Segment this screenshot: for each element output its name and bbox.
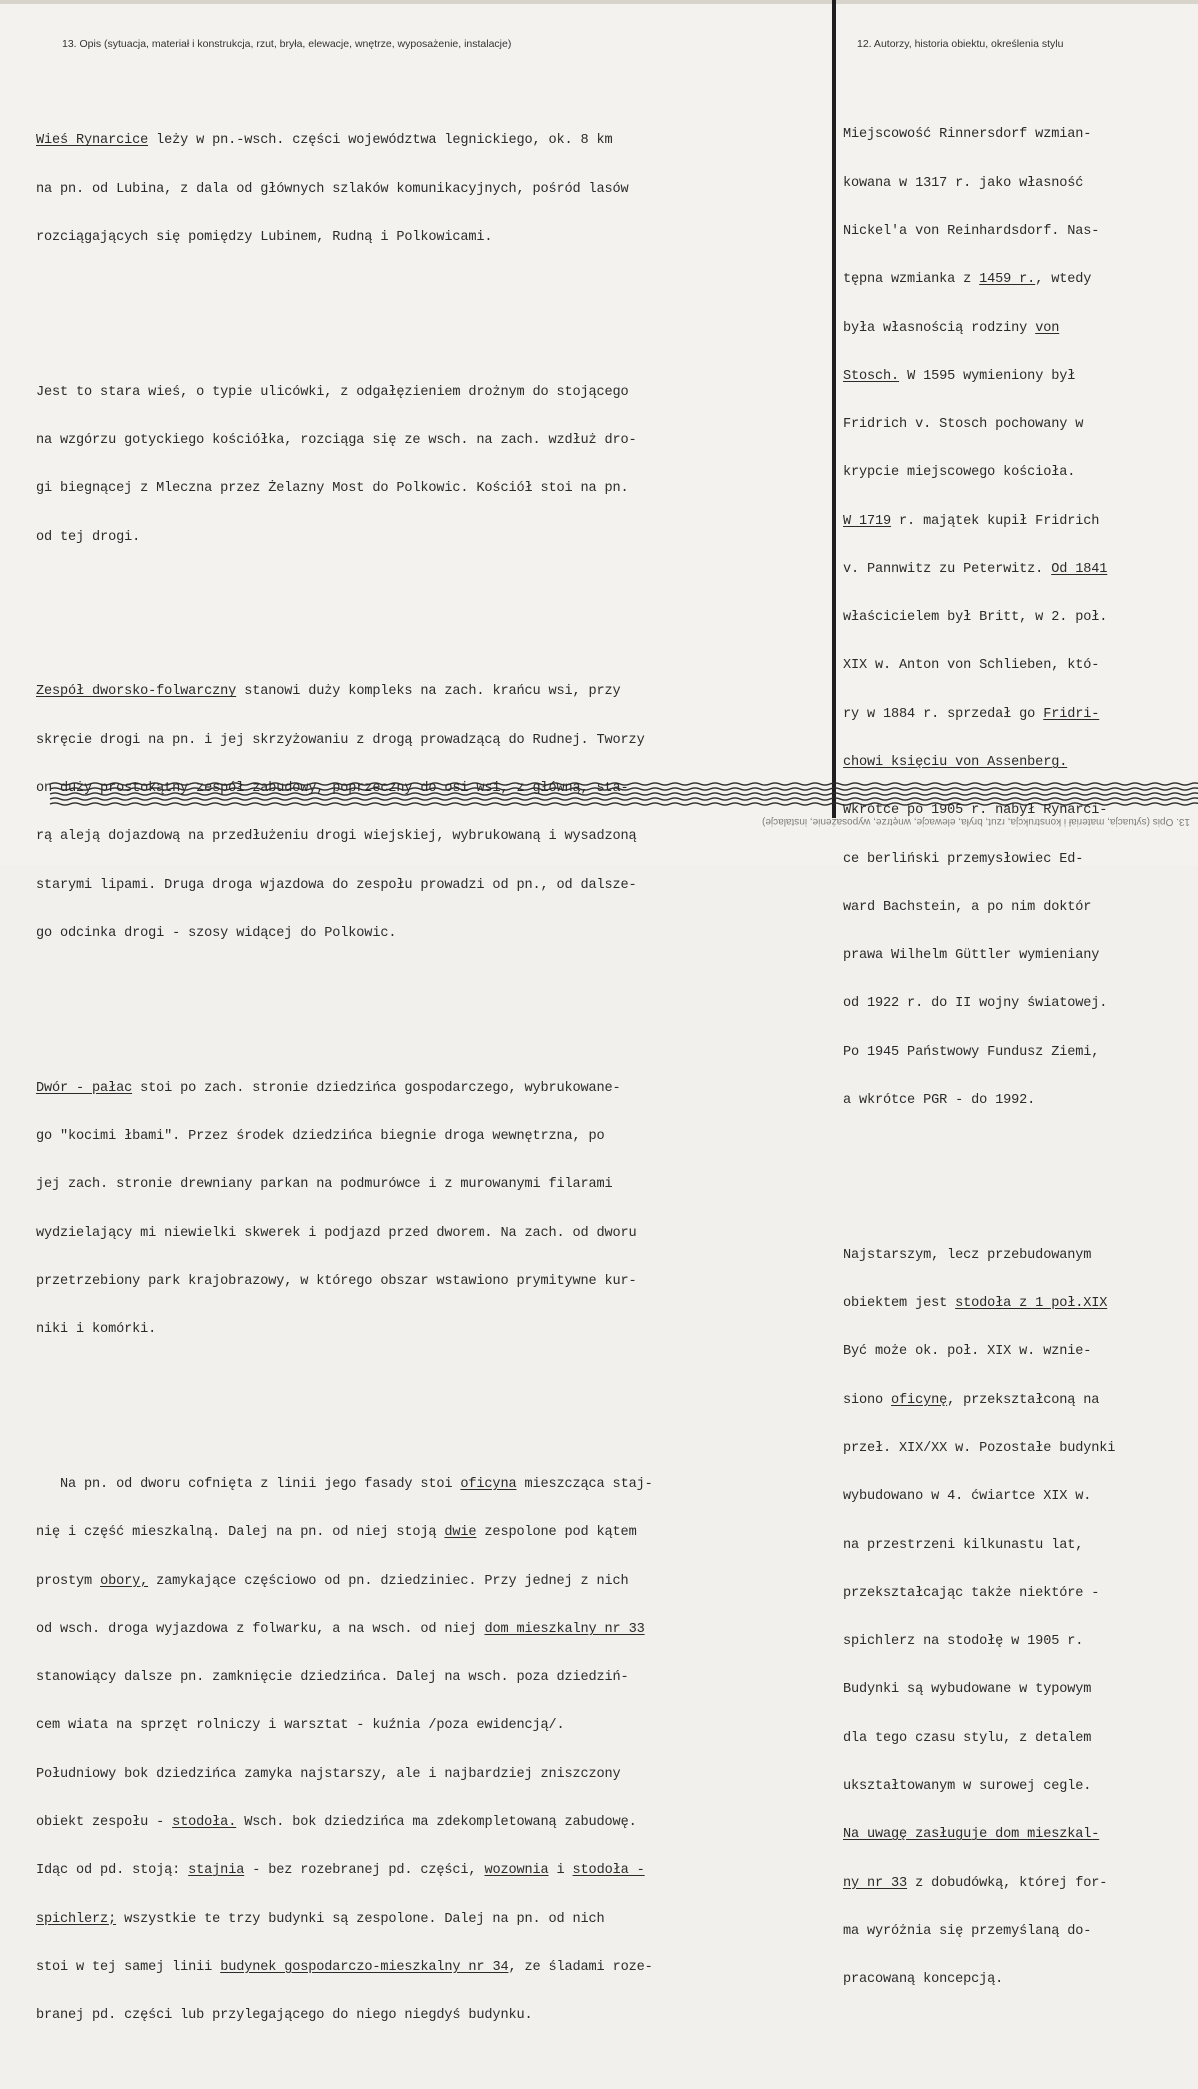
underlined-term: W 1719 (843, 513, 892, 529)
underlined-term: Wieś Rynarcice (36, 133, 149, 149)
paragraph-history: Miejscowość Rinnersdorf wzmian- kowana w 1317 r. jako własność Nickel'a von Reinhardsdorf. Nas- tępna wzmianka z 1459 r., wtedy była własnością rodziny von Stosch. W 1595 wymieniony był Fridrich v. Stosch pochowany w krypcie miejscowego kościoła. W 1719 r. majątek kupił Fridrich v. Pannwitz zu Peterwitz. Od 1841 właścicielem był Britt, w 2. poł. XIX w. Anton von Schlieben, któ- ry w 1884 r. sprzedał go Fridri- chowi księciu von Assenberg. Wkrótce po 1905 r. nabył Rynarci- ce berliński przemysłowiec Ed- ward Bachstein, a po nim doktór prawa Wilhelm Güttler wymieniany od 1922 r. do II wojny światowej. Po 1945 Państwowy Fundusz Ziemi, a wkrótce PGR - do 1992. (843, 127, 1108, 1108)
paragraph-manor-complex: Zespół dworsko-folwarczny stanowi duży kompleks na zach. krańcu wsi, przy skręcie drogi na pn. i jej skrzyżowaniu z drogą prowadzącą do Rudnej. Tworzy on duży prostokątny zespół zabudowy, poprzeczny do osi wsi, z główną, sta- rą aleją dojazdową na przedłużeniu drogi wiejskiej, wybrukowaną i wysadzoną starymi lipami. Druga droga wjazdowa do zespołu prowadzi od pn., od dalsze- go odcinka drogi - szosy widącej do Polkowic. (36, 684, 645, 941)
underlined-term: Fridri- (1043, 706, 1100, 722)
paragraph-manor-house: Dwór - pałac stoi po zach. stronie dziedzińca gospodarczego, wybrukowane- go "kocimi łbami". Przez środek dziedzińca biegnie droga wewnętrzna, po jej zach. stronie drewniany parkan na podmurówce i z murowanymi filarami wydzielający mi niewielki skwerek i podjazd przed dworem. Na zach. od dworu przetrzebiony park krajobrazowy, w którego obszar wstawiono prymitywne kur- niki i komórki. (36, 1080, 637, 1338)
underlined-term: spichlerz; (36, 1911, 117, 1927)
underlined-term: Zespół dworsko-folwarczny (36, 684, 237, 700)
underlined-term: Dwór - pałac (36, 1080, 133, 1096)
paragraph-outbuildings: Na pn. od dworu cofnięta z linii jego fasady stoi oficyna mieszcząca staj- nię i część mieszkalną. Dalej na pn. od niej stoją dwie zespolone pod kątem prostym obory, zamykające częściowo od pn. dziedziniec. Przy jednej z nich od wsch. droga wyjazdowa z folwarku, a na wsch. od niej dom mieszkalny nr 33 stanowiący dalsze pn. zamknięcie dziedzińca. Dalej na wsch. poza dziedziń- cem wiata na sprzęt rolniczy i warsztat - kuźnia /poza ewidencją/. Południowy bok dziedzińca zamyka najstarszy, ale i najbardziej zniszczony obiekt zespołu - stodoła. Wsch. bok dziedzińca ma zdekompletowaną zabudowę. Idąc od pd. stoją: stajnia - bez rozebranej pd. części, wozownia i stodoła - spichlerz; wszystkie te trzy budynki są zespolone. Dalej na pn. od nich stoi w tej samej linii budynek gospodarczo-mieszkalny nr 34, ze śladami roze- branej pd. części lub przylegającego do niego niegdyś budynku. (36, 1476, 653, 2024)
underlined-term: obory, (100, 1573, 149, 1589)
paragraph-village-type: Jest to stara wieś, o typie ulicówki, z odgałęzieniem drożnym do stojącego na wzgórzu gotyckiego kościółka, rozciąga się ze wsch. na zach. wzdłuż dro- gi biegnącej z Mleczna przez Żelazny Most do Polkowic. Kościół stoi na pn. od tej drogi. (36, 384, 637, 545)
underlined-term: ny nr 33 (843, 1875, 908, 1891)
mirrored-header-text: 13. Opis (sytuacja, materiał i konstrukcja, rzut, bryła, elewacje, wnętrze, wyposażenie, instalacje) (762, 816, 1190, 827)
underlined-term: Stosch. (843, 368, 900, 384)
column-divider (832, 0, 836, 818)
underlined-term: Od 1841 (1051, 561, 1108, 577)
underlined-term: wozownia (484, 1863, 549, 1879)
underlined-term: dom mieszkalny nr 33 (484, 1621, 645, 1637)
underlined-term: dwie (444, 1525, 477, 1541)
underlined-term: stodoła z 1 poł.XIX (955, 1296, 1108, 1312)
underlined-term: budynek gospodarczo-mieszkalny nr 34 (220, 1959, 509, 1975)
wave-line (50, 783, 1198, 785)
wave-line (50, 798, 1198, 800)
history-column (843, 63, 1195, 2053)
history-section-header: 12. Autorzy, historia obiektu, określenia stylu (857, 38, 1064, 50)
wavy-border-decoration (50, 780, 1198, 814)
paragraph-style: Najstarszym, lecz przebudowanym obiektem jest stodoła z 1 poł.XIX Być może ok. poł. XIX w. wznie- siono oficynę, przekształconą na przeł. XIX/XX w. Pozostałe budynki wybudowano w 4. ćwiartce XIX w. na przestrzeni kilkunastu lat, przekształcając także niektóre - spichlerz na stodołę w 1905 r. Budynki są wybudowane w typowym dla tego czasu stylu, z detalem ukształtowanym w surowej cegle. Na uwagę zasługuje dom mieszkal- ny nr 33 z dobudówką, której for- ma wyróżnia się przemyślaną do- pracowaną koncepcją. (843, 1247, 1116, 1988)
wave-line (50, 793, 1198, 795)
description-section-header: 13. Opis (sytuacja, materiał i konstrukcja, rzut, bryła, elewacje, wnętrze, wyposażenie, instalacje) (62, 38, 512, 50)
underlined-term: chowi księciu von Assenberg. (843, 755, 1068, 771)
paragraph-village: Wieś Rynarcice leży w pn.-wsch. części województwa legnickiego, ok. 8 km na pn. od Lubina, z dala od głównych szlaków komunikacyjnych, pośród lasów rozciągających się pomiędzy Lubinem, Rudną i Polkowicami. (36, 133, 629, 245)
wave-line (50, 803, 1198, 805)
underlined-term: stodoła - (572, 1863, 645, 1879)
underlined-term: 1459 r. (979, 272, 1036, 288)
underlined-term: Na uwagę zasługuje dom mieszkal- (843, 1827, 1100, 1843)
underlined-term: stajnia (188, 1863, 245, 1879)
underlined-term: oficynę (891, 1392, 948, 1408)
underlined-term: oficyna (460, 1476, 517, 1492)
description-column (36, 69, 831, 2089)
underlined-term: von (1035, 320, 1060, 336)
sheet-top-edge (0, 0, 1198, 4)
wave-line (50, 788, 1198, 790)
underlined-term: stodoła. (172, 1814, 237, 1830)
